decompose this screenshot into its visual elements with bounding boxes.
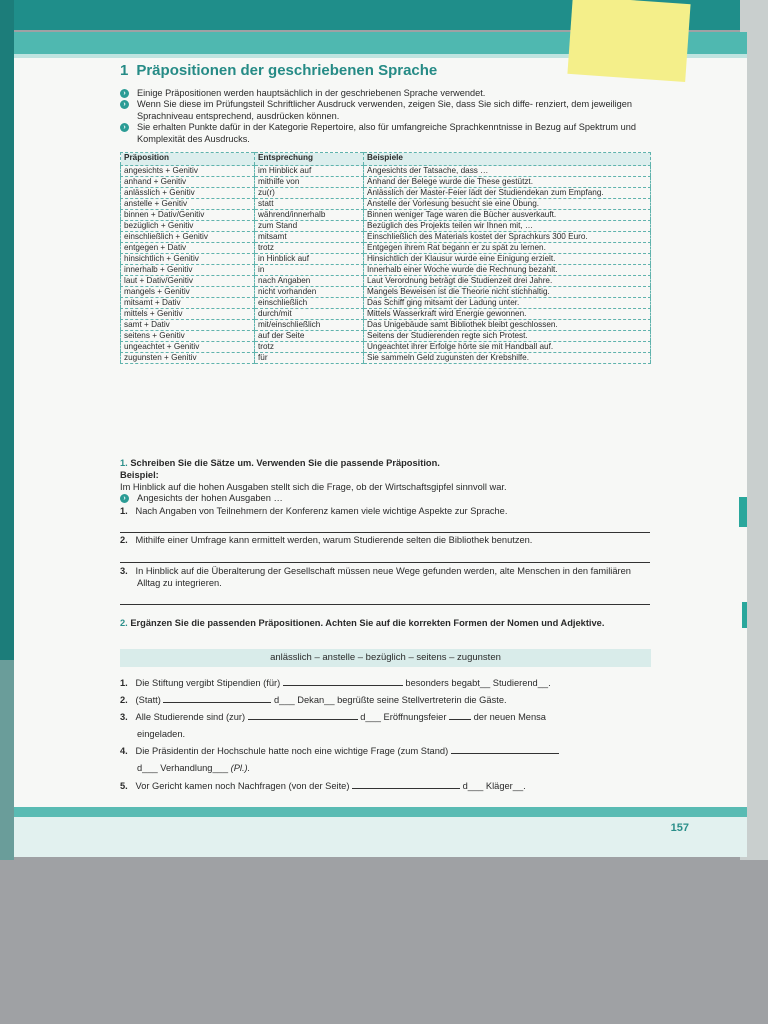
section-title	[120, 62, 437, 79]
example-answer: › Angesichts der hohen Ausgaben …	[120, 493, 650, 505]
example-sentence: Im Hinblick auf die hohen Ausgaben stellt sich die Frage, ob der Wirtschaftsgipfel sinnvoll war.	[120, 481, 507, 492]
table-row	[121, 221, 651, 232]
preposition-table	[120, 152, 651, 364]
cell-example: Anhand der Belege wurde die These gestützt.	[364, 177, 651, 188]
cell-preposition: anlässlich + Genitiv	[121, 188, 255, 199]
exercise-2-item-1: 1. Die Stiftung vergibt Stipendien (für) besonders begabt__ Studierend__.	[120, 678, 551, 688]
cell-example: Angesichts der Tatsache, dass …	[364, 166, 651, 177]
table-row	[121, 177, 651, 188]
blank-field[interactable]	[163, 693, 271, 703]
cell-equivalent: in	[255, 265, 364, 276]
cell-example: Entgegen ihrem Rat begann er zu spät zu lernen.	[364, 243, 651, 254]
cell-preposition: mangels + Genitiv	[121, 287, 255, 298]
answer-line-2[interactable]	[120, 562, 650, 563]
table-row	[121, 331, 651, 342]
cell-equivalent: mithilfe von	[255, 177, 364, 188]
cell-preposition: binnen + Dativ/Genitiv	[121, 210, 255, 221]
table-row	[121, 276, 651, 287]
exercise-1-item-3: 3. In Hinblick auf die Überalterung der Gesellschaft müssen neue Wege gefunden werden, alte Menschen in den familiären Alltag zu integrieren.	[120, 566, 631, 588]
cell-equivalent: während/innerhalb	[255, 210, 364, 221]
cell-preposition: ungeachtet + Genitiv	[121, 342, 255, 353]
exercise-2-item-5: 5. Vor Gericht kamen noch Nachfragen (von der Seite) d___ Kläger__.	[120, 781, 526, 791]
cell-preposition: hinsichtlich + Genitiv	[121, 254, 255, 265]
cell-equivalent: trotz	[255, 243, 364, 254]
blank-field[interactable]	[451, 744, 559, 754]
table-row	[121, 188, 651, 199]
cell-equivalent: nicht vorhanden	[255, 287, 364, 298]
scan-background-left-lower	[0, 660, 14, 860]
cell-example: Das Unigebäude samt Bibliothek bleibt geschlossen.	[364, 320, 651, 331]
cell-example: Hinsichtlich der Klausur wurde eine Einigung erzielt.	[364, 254, 651, 265]
page-number: 157	[670, 822, 689, 834]
example-label: Beispiel:	[120, 470, 159, 480]
exercise-1-item-1: 1. Nach Angaben von Teilnehmern der Konferenz kamen viele wichtige Aspekte zur Sprache.	[120, 506, 508, 516]
cell-preposition: anstelle + Genitiv	[121, 199, 255, 210]
table-row	[121, 243, 651, 254]
cell-example: Seitens der Studierenden regte sich Protest.	[364, 331, 651, 342]
cell-equivalent: zu(r)	[255, 188, 364, 199]
cell-example: Mittels Wasserkraft wird Energie gewonnen.	[364, 309, 651, 320]
cell-preposition: zugunsten + Genitiv	[121, 353, 255, 364]
blank-field[interactable]	[449, 710, 471, 720]
column-header-preposition: Präposition	[121, 153, 255, 166]
page-edge-tab	[739, 497, 747, 527]
blank-field[interactable]	[283, 676, 403, 686]
cell-example: Innerhalb einer Woche wurde die Rechnung bezahlt.	[364, 265, 651, 276]
cell-equivalent: mit/einschließlich	[255, 320, 364, 331]
cell-preposition: bezüglich + Genitiv	[121, 221, 255, 232]
footer-band	[14, 807, 747, 817]
cell-preposition: innerhalb + Genitiv	[121, 265, 255, 276]
cell-preposition: entgegen + Dativ	[121, 243, 255, 254]
exercise-1-item-2: 2. Mithilfe einer Umfrage kann ermittelt werden, warum Studierende selten die Bibliothek benutzen.	[120, 535, 533, 545]
section-number: 1	[120, 62, 129, 79]
arrow-icon: ›	[120, 89, 129, 98]
section-title-text: Präpositionen der geschriebenen Sprache	[136, 62, 438, 79]
table-row	[121, 298, 651, 309]
cell-preposition: seitens + Genitiv	[121, 331, 255, 342]
cell-equivalent: trotz	[255, 342, 364, 353]
footer-strip	[14, 817, 747, 857]
bullet-item: › Einige Präpositionen werden hauptsächlich in der geschriebenen Sprache verwendet.	[120, 88, 650, 99]
bullet-item: › Wenn Sie diese im Prüfungsteil Schriftlicher Ausdruck verwenden, zeigen Sie, dass Sie sich diffe- renziert, dem jeweiligen Sprachniveau entsprechend, ausdrücken können.	[120, 99, 650, 122]
cell-example: Laut Verordnung beträgt die Studienzeit drei Jahre.	[364, 276, 651, 287]
sticky-note	[567, 0, 690, 82]
cell-equivalent: für	[255, 353, 364, 364]
arrow-icon: ›	[120, 100, 129, 109]
cell-equivalent: mitsamt	[255, 232, 364, 243]
cell-example: Anstelle der Vorlesung besucht sie eine Übung.	[364, 199, 651, 210]
exercise-1-example	[120, 470, 650, 505]
exercise-2-item-3: 3. Alle Studierende sind (zur) d___ Eröffnungsfeier der neuen Mensa eingeladen.	[120, 712, 546, 739]
table-row	[121, 342, 651, 353]
cell-example: Mangels Beweisen ist die Theorie nicht stichhaltig.	[364, 287, 651, 298]
column-header-equivalent: Entsprechung	[255, 153, 364, 166]
table-header-row	[121, 153, 651, 166]
cell-example: Bezüglich des Projekts teilen wir Ihnen mit, …	[364, 221, 651, 232]
cell-equivalent: auf der Seite	[255, 331, 364, 342]
table-row	[121, 232, 651, 243]
exercise-1-instruction: 1. Schreiben Sie die Sätze um. Verwenden Sie die passende Präposition.	[120, 458, 440, 468]
table-row	[121, 309, 651, 320]
cell-equivalent: im Hinblick auf	[255, 166, 364, 177]
cell-preposition: laut + Dativ/Genitiv	[121, 276, 255, 287]
cell-equivalent: in Hinblick auf	[255, 254, 364, 265]
cell-example: Sie sammeln Geld zugunsten der Krebshilfe.	[364, 353, 651, 364]
exercise-2-item-4: 4. Die Präsidentin der Hochschule hatte noch eine wichtige Frage (zum Stand) d___ Verhandlung___ (Pl.).	[120, 744, 650, 774]
cell-example: Einschließlich des Materials kostet der Sprachkurs 300 Euro.	[364, 232, 651, 243]
table-row	[121, 254, 651, 265]
blank-field[interactable]	[248, 710, 358, 720]
table-row	[121, 320, 651, 331]
intro-bullets	[120, 88, 650, 145]
table-row	[121, 166, 651, 177]
cell-equivalent: einschließlich	[255, 298, 364, 309]
cell-equivalent: durch/mit	[255, 309, 364, 320]
exercise-2-item-2: 2. (Statt) d___ Dekan__ begrüßte seine Stellvertreterin die Gäste.	[120, 695, 507, 705]
cell-example: Anlässlich der Master-Feier lädt der Studiendekan zum Empfang.	[364, 188, 651, 199]
cell-example: Ungeachtet ihrer Erfolge hörte sie mit Handball auf.	[364, 342, 651, 353]
table-row	[121, 287, 651, 298]
cell-equivalent: zum Stand	[255, 221, 364, 232]
arrow-icon: ›	[120, 123, 129, 132]
column-header-examples: Beispiele	[364, 153, 651, 166]
cell-preposition: einschließlich + Genitiv	[121, 232, 255, 243]
exercise-2-instruction: 2. Ergänzen Sie die passenden Präpositionen. Achten Sie auf die korrekten Formen der Nomen und Adjektive.	[120, 618, 605, 628]
cell-preposition: mittels + Genitiv	[121, 309, 255, 320]
answer-line-3[interactable]	[120, 604, 650, 605]
cell-equivalent: nach Angaben	[255, 276, 364, 287]
table-row	[121, 199, 651, 210]
bullet-item: › Sie erhalten Punkte dafür in der Kategorie Repertoire, also für umfangreiche Sprachkenntnisse in Bezug auf Spektrum und Komplexität des Ausdrucks.	[120, 122, 650, 145]
cell-equivalent: statt	[255, 199, 364, 210]
arrow-icon: ›	[120, 494, 129, 503]
cell-preposition: mitsamt + Dativ	[121, 298, 255, 309]
table-row	[121, 210, 651, 221]
page-edge-tab-2	[742, 602, 747, 628]
cell-preposition: samt + Dativ	[121, 320, 255, 331]
word-box: anlässlich – anstelle – bezüglich – seitens – zugunsten	[120, 649, 651, 667]
table-row	[121, 353, 651, 364]
cell-preposition: anhand + Genitiv	[121, 177, 255, 188]
cell-preposition: angesichts + Genitiv	[121, 166, 255, 177]
answer-line-1[interactable]	[120, 532, 650, 533]
blank-field[interactable]	[352, 779, 460, 789]
cell-example: Das Schiff ging mitsamt der Ladung unter.	[364, 298, 651, 309]
table-row	[121, 265, 651, 276]
cell-example: Binnen weniger Tage waren die Bücher ausverkauft.	[364, 210, 651, 221]
